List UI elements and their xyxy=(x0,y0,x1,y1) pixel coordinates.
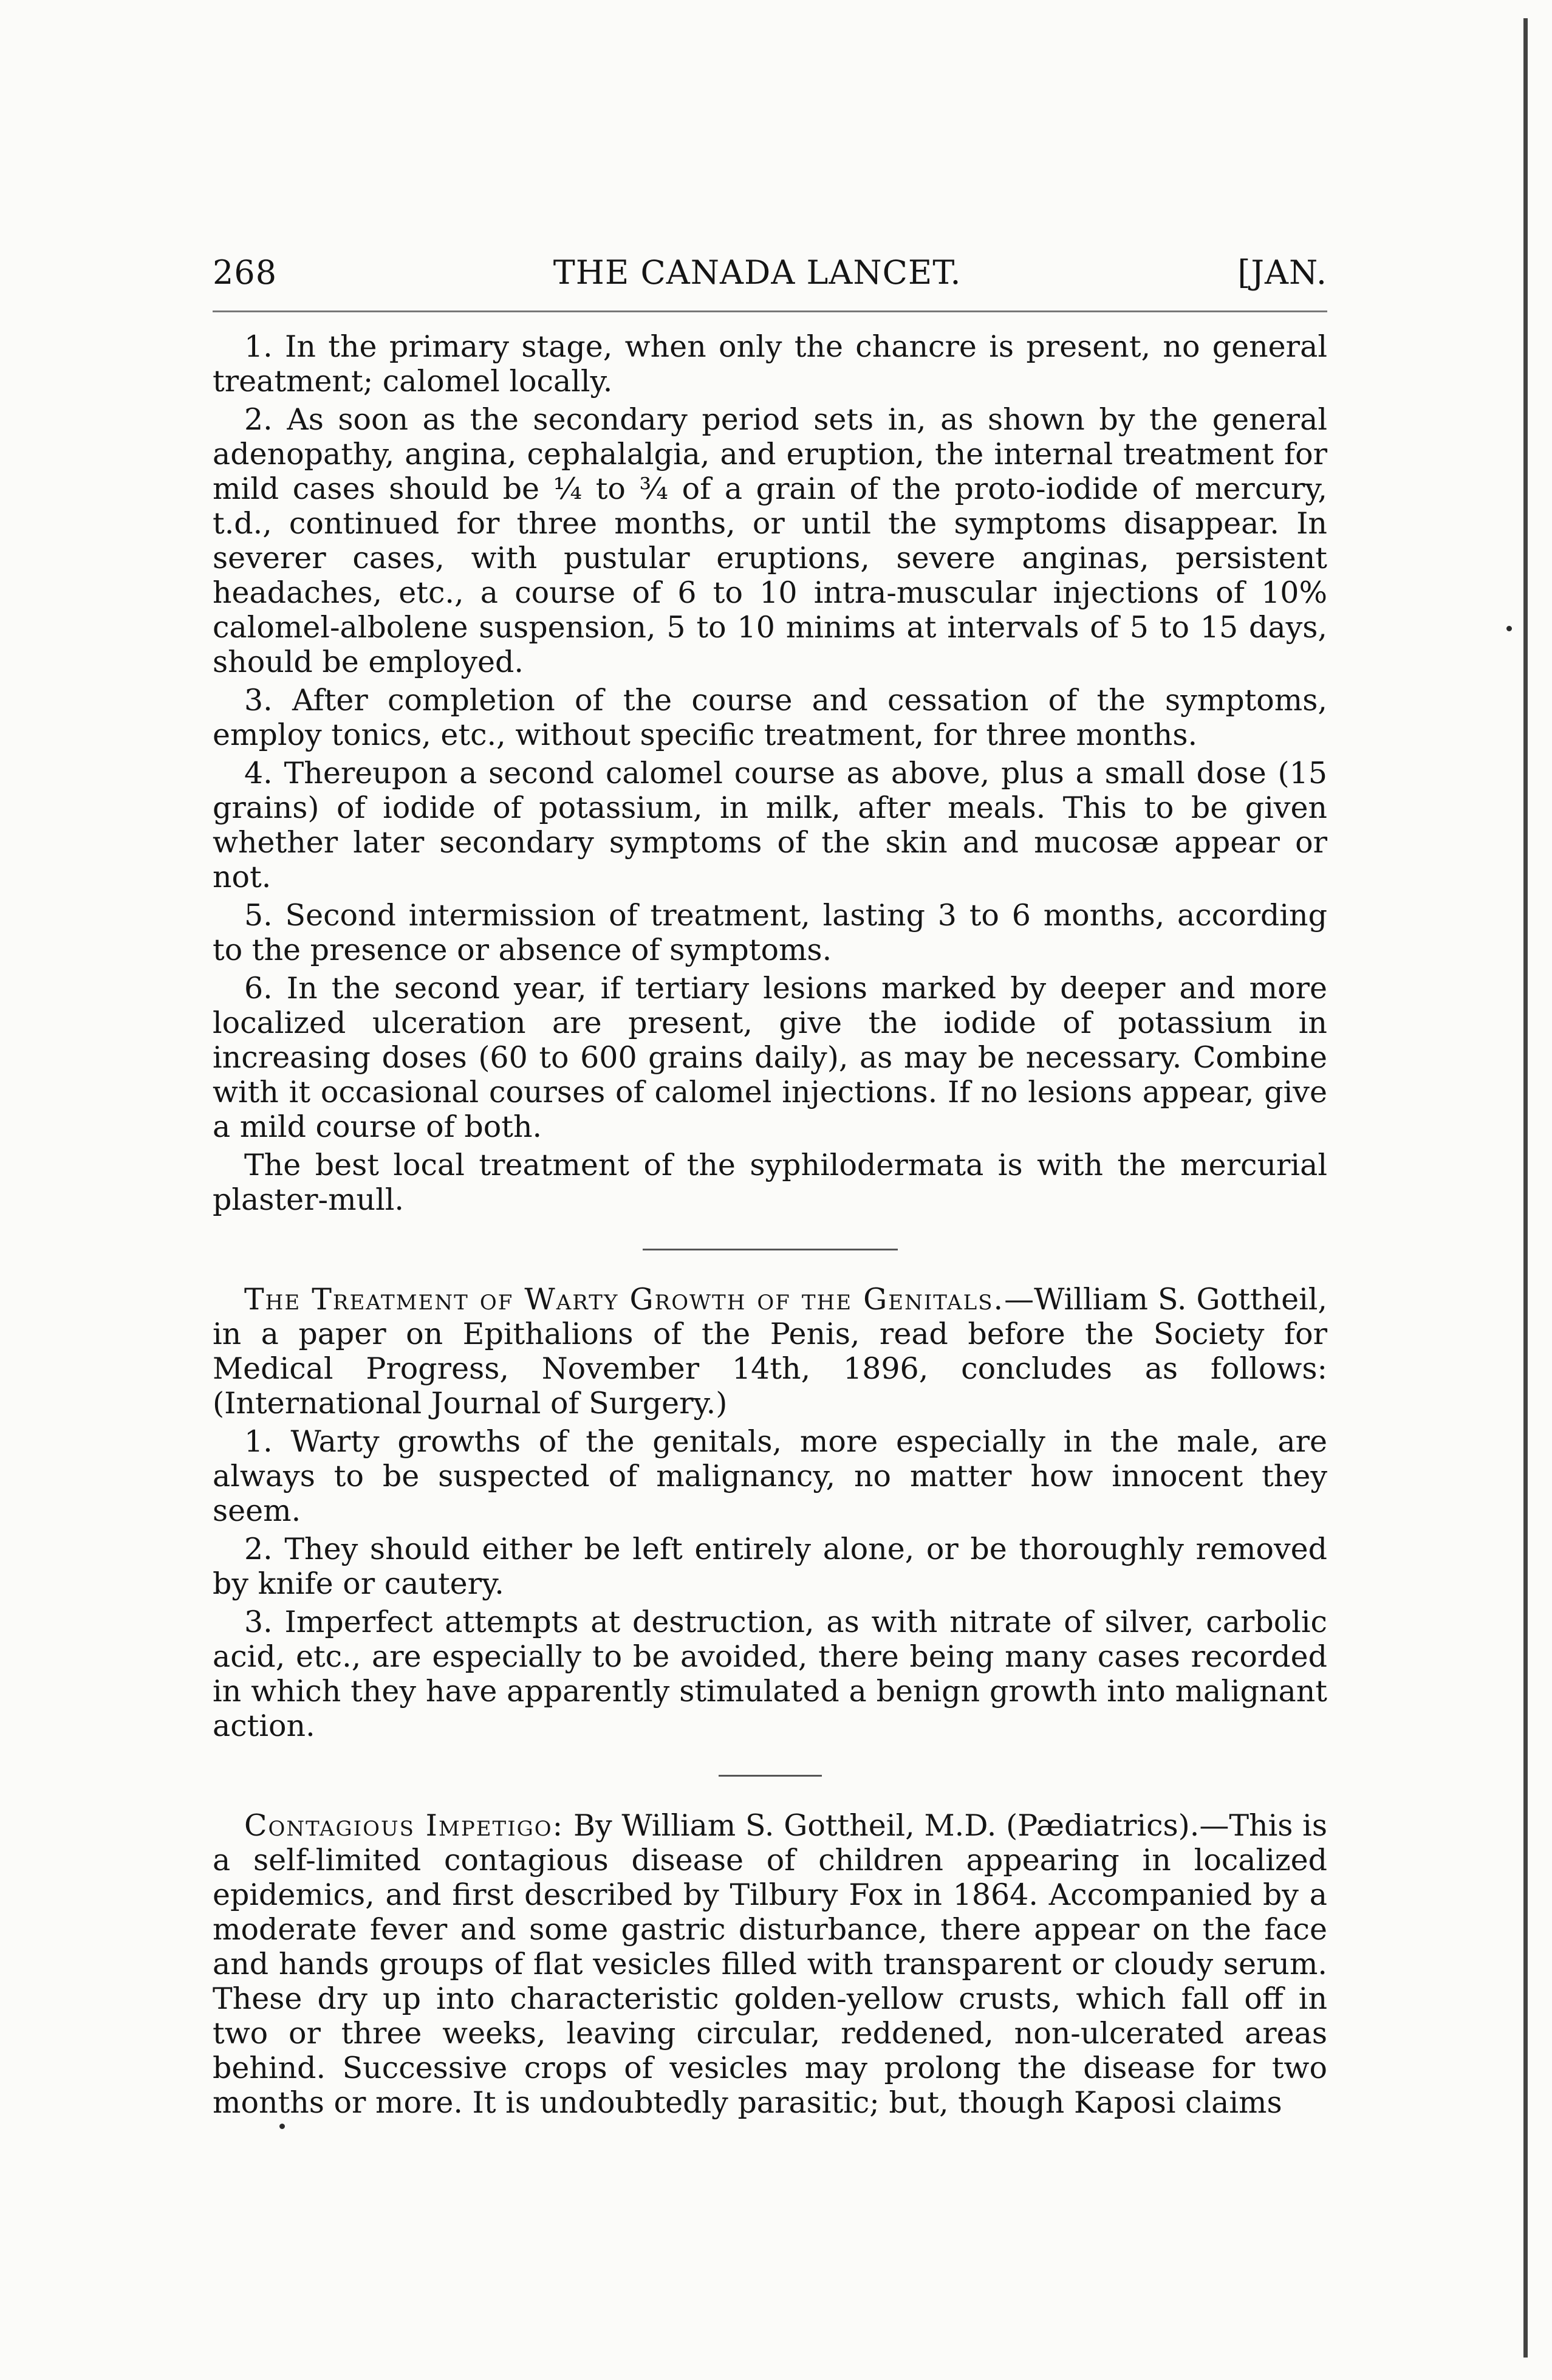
scan-edge-line xyxy=(1523,18,1528,2358)
impetigo-section xyxy=(213,1808,1327,2120)
running-header xyxy=(213,255,1327,290)
impetigo-text: By William S. Gottheil, M.D. (Pædiatrics).—This is a self-limited contagious disease of children appearing in localized epidemics, and first described by Tilbury Fox in 1864. Accompanied by a moderate fever and some gastric disturbance, there appear on the face and hands groups of flat vesicles filled with transparent or cloudy serum. These dry up into characteristic golden-yellow crusts, which fall off in two or three weeks, leaving circular, reddened, non-ulcerated areas behind. Successive crops of vesicles may prolong the disease for two months or more. It is undoubtedly parasitic; but, though Kaposi claims xyxy=(213,1808,1327,2120)
treatment-item: 4. Thereupon a second calomel course as above, plus a small dose (15 grains) of iodide of potassium, in milk, after meals. This to be given whether later secondary symptoms of the skin and mucosæ appear or not. xyxy=(213,756,1327,894)
section-divider xyxy=(643,1249,898,1250)
treatment-item: 3. After completion of the course and cessation of the symptoms, employ tonics, etc., without specific treatment, for three months. xyxy=(213,683,1327,752)
page-number: 268 xyxy=(213,253,278,292)
syphilis-treatment-section xyxy=(213,329,1327,1217)
warty-growth-intro-text: —William S. Gottheil, in a paper on Epithalions of the Penis, read before the Society for Medical Progress, November 14th, 1896, concludes as follows: (International Journal of Surgery.) xyxy=(213,1282,1327,1421)
scan-speck xyxy=(1506,626,1512,631)
treatment-item: 1. In the primary stage, when only the chancre is present, no general treatment; calomel locally. xyxy=(213,329,1327,399)
scan-speck xyxy=(279,2124,285,2129)
conclusion-item: 1. Warty growths of the genitals, more especially in the male, are always to be suspected of malignancy, no matter how innocent they seem. xyxy=(213,1424,1327,1528)
impetigo-paragraph xyxy=(213,1808,1327,2120)
conclusion-item: 3. Imperfect attempts at destruction, as with nitrate of silver, carbolic acid, etc., are especially to be avoided, there being many cases recorded in which they have apparently stimulated a benign growth into malignant action. xyxy=(213,1605,1327,1743)
closing-paragraph: The best local treatment of the syphilodermata is with the mercurial plaster-mull. xyxy=(213,1148,1327,1217)
section-divider xyxy=(719,1775,822,1777)
treatment-item: 2. As soon as the secondary period sets in, as shown by the general adenopathy, angina, cephalalgia, and eruption, the internal treatment for mild cases should be ¼ to ¾ of a grain of the proto-iodide of mercury, t.d., continued for three months, or until the symptoms disappear. In severer cases, with pustular eruptions, severe anginas, persistent headaches, etc., a course of 6 to 10 intra-muscular injections of 10% calomel-albolene suspension, 5 to 10 minims at intervals of 5 to 15 days, should be employed. xyxy=(213,402,1327,679)
warty-growth-intro xyxy=(213,1282,1327,1421)
issue-month: [JAN. xyxy=(1237,253,1327,292)
journal-page xyxy=(213,255,1327,2124)
journal-title: THE CANADA LANCET. xyxy=(553,253,962,292)
warty-growth-heading: The Treatment of Warty Growth of the Genitals. xyxy=(244,1282,1005,1317)
treatment-item: 5. Second intermission of treatment, lasting 3 to 6 months, according to the presence or absence of symptoms. xyxy=(213,898,1327,967)
treatment-item: 6. In the second year, if tertiary lesions marked by deeper and more localized ulceration are present, give the iodide of potassium in increasing doses (60 to 600 grains daily), as may be necessary. Combine with it occasional courses of calomel injections. If no lesions appear, give a mild course of both. xyxy=(213,971,1327,1144)
warty-growth-section xyxy=(213,1282,1327,1743)
conclusion-item: 2. They should either be left entirely alone, or be thoroughly removed by knife or cautery. xyxy=(213,1532,1327,1601)
header-rule xyxy=(213,310,1327,312)
impetigo-heading: Contagious Impetigo: xyxy=(244,1808,564,1843)
